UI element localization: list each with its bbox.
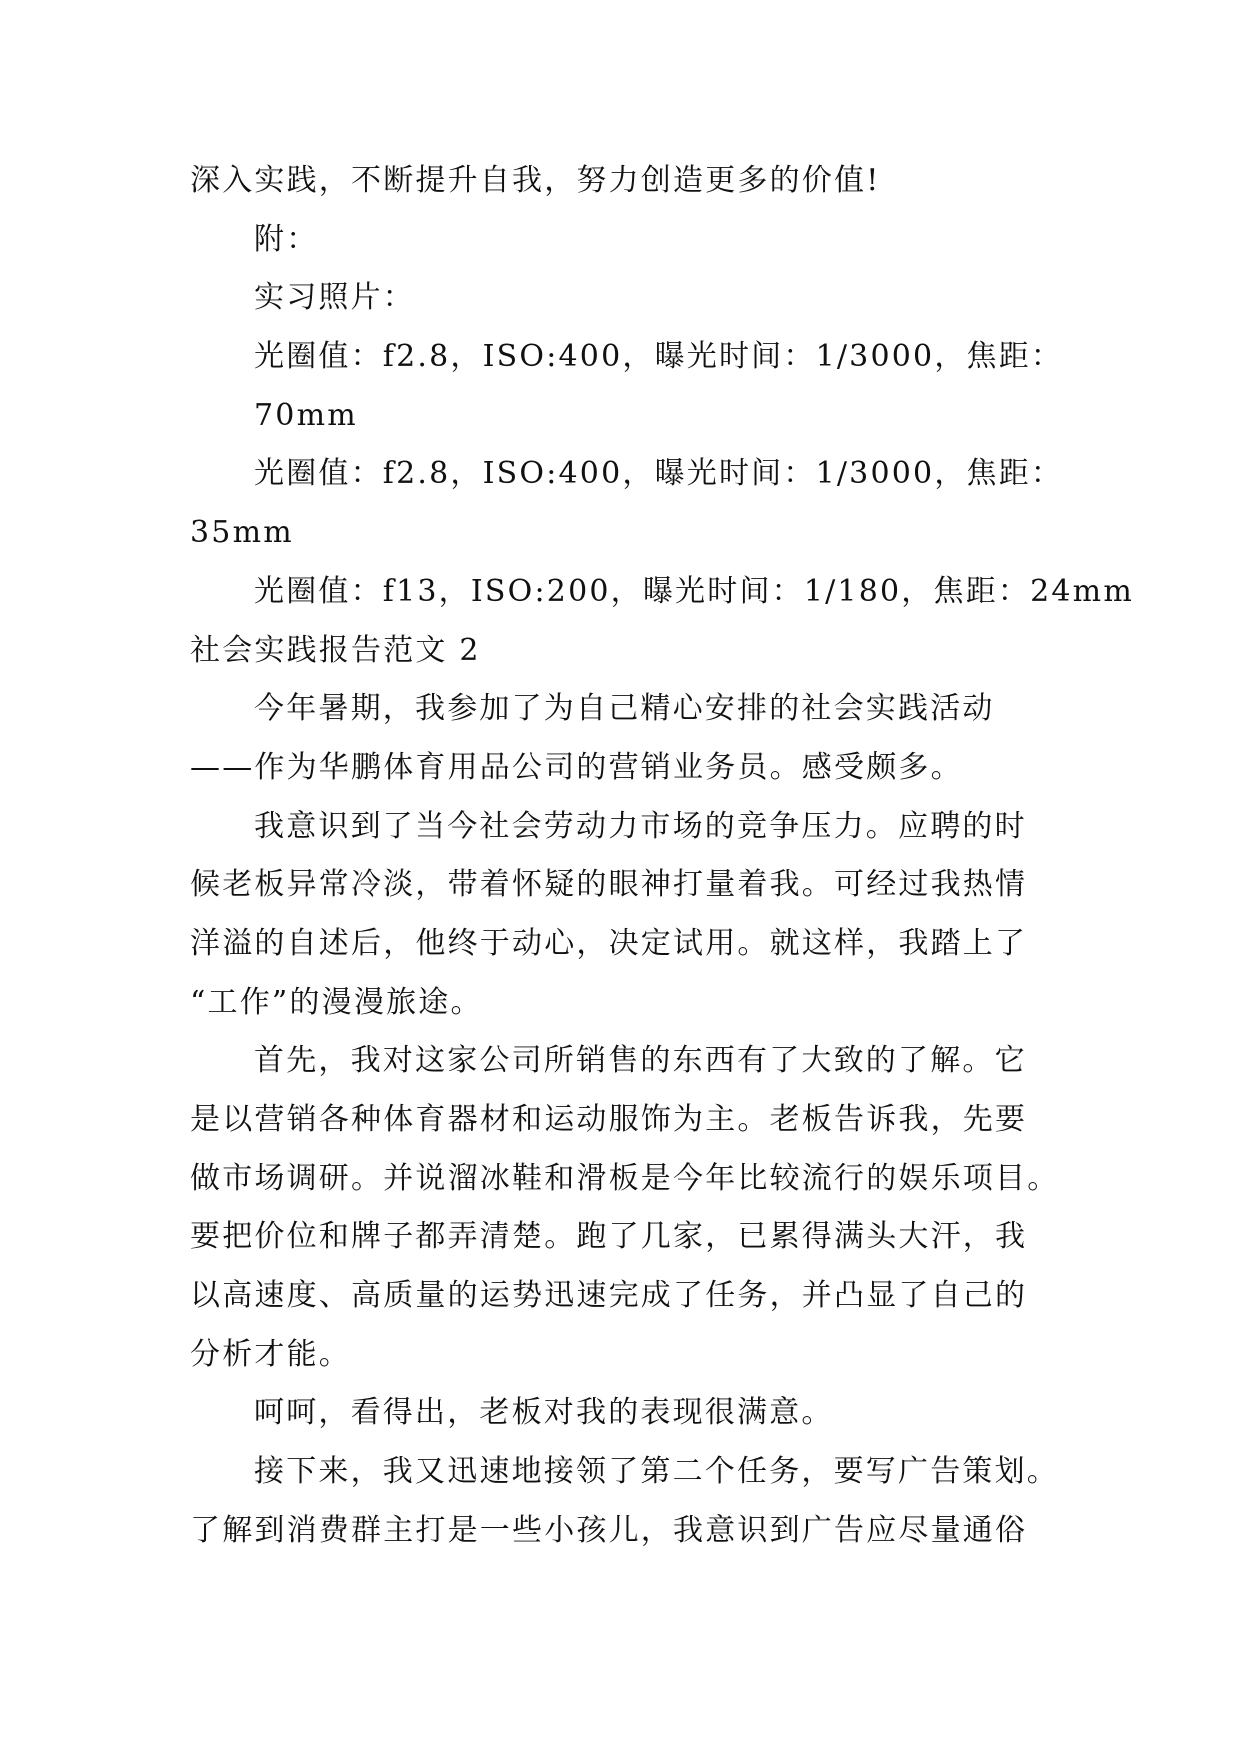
text-line: 深入实践，不断提升自我，努力创造更多的价值! (190, 163, 881, 198)
paragraph-line: ——作为华鹏体育用品公司的营销业务员。感受颇多。 (190, 749, 963, 785)
paragraph-line: “工作”的漫漫旅途。 (190, 984, 483, 1020)
photo-caption: 光圈值：f2.8，ISO:400，曝光时间：1/3000，焦距： (254, 456, 1064, 492)
paragraph-line: 了解到消费群主打是一些小孩儿，我意识到广告应尽量通俗 (190, 1512, 1028, 1548)
paragraph-line: 接下来，我又迅速地接领了第二个任务，要写广告策划。 (254, 1454, 1059, 1490)
section-title: 社会实践报告范文 2 (190, 632, 481, 668)
photo-caption: 光圈值：f13，ISO:200，曝光时间：1/180，焦距：24mm (254, 573, 1134, 609)
paragraph-line: 今年暑期，我参加了为自己精心安排的社会实践活动 (254, 691, 995, 727)
paragraph-line: 候老板异常冷淡，带着怀疑的眼神打量着我。可经过我热情 (190, 867, 1028, 903)
paragraph-line: 洋溢的自述后，他终于动心，决定试用。就这样，我踏上了 (190, 925, 1028, 961)
photo-caption-continuation: 70mm (254, 397, 358, 433)
paragraph-line: 以高速度、高质量的运势迅速完成了任务，并凸显了自己的 (190, 1278, 1028, 1314)
paragraph-line: 分析才能。 (190, 1336, 351, 1372)
photo-caption-continuation: 35mm (190, 515, 294, 551)
appendix-heading: 附： (254, 221, 319, 257)
paragraph-line: 呵呵，看得出，老板对我的表现很满意。 (254, 1395, 834, 1431)
paragraph-line: 首先，我对这家公司所销售的东西有了大致的了解。它 (254, 1043, 1027, 1079)
paragraph-line: 我意识到了当今社会劳动力市场的竞争压力。应聘的时 (254, 808, 1027, 844)
paragraph-line: 要把价位和牌子都弄清楚。跑了几家，已累得满头大汗，我 (190, 1219, 1028, 1255)
paragraph-line: 做市场调研。并说溜冰鞋和滑板是今年比较流行的娱乐项目。 (190, 1160, 1060, 1196)
paragraph-line: 是以营销各种体育器材和运动服饰为主。老板告诉我，先要 (190, 1102, 1028, 1137)
photos-heading: 实习照片： (254, 280, 415, 316)
photo-caption: 光圈值：f2.8，ISO:400，曝光时间：1/3000，焦距： (254, 339, 1064, 375)
document-body (190, 152, 1134, 1561)
